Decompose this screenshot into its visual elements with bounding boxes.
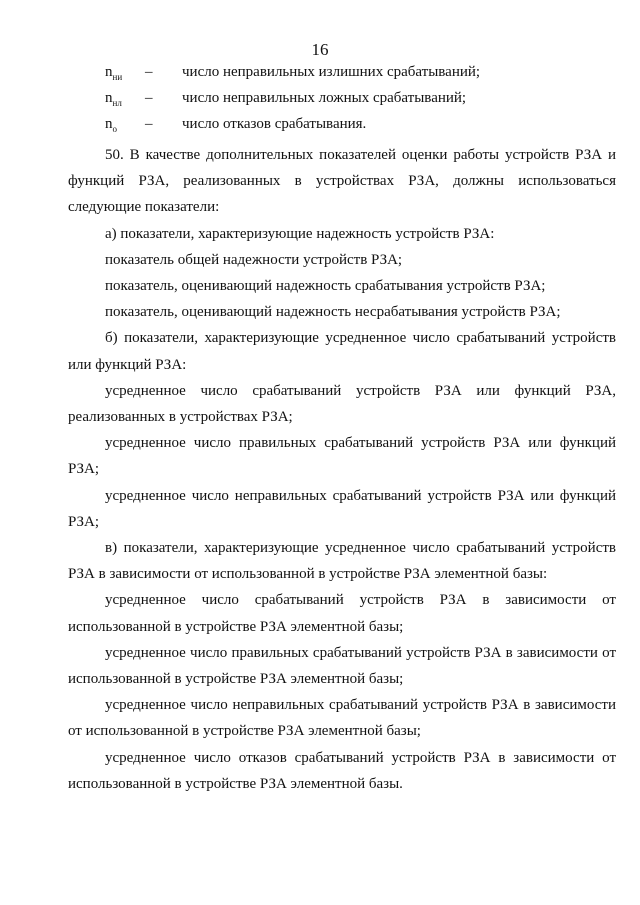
paragraph: показатель, оценивающий надежность срабатывания устройств РЗА; [105, 278, 546, 295]
definition-text: число неправильных ложных срабатываний; [182, 90, 467, 106]
paragraph-50: 50. В качестве дополнительных показателей оценки работы устройств РЗА и функций РЗА, реализованных в устройствах РЗА, должны использоваться следующие показатели: [68, 147, 616, 216]
page-number: 16 [311, 40, 329, 59]
paragraph: усредненное число неправильных срабатываний устройств РЗА в зависимости от использованной в устройстве РЗА элементной базы; [68, 697, 616, 740]
definition-row [105, 62, 625, 88]
paragraph: усредненное число неправильных срабатываний устройств РЗА или функций РЗА; [68, 487, 616, 530]
paragraph: усредненное число срабатываний устройств РЗА в зависимости от использованной в устройстве РЗА элементной базы; [68, 592, 616, 635]
definition-symbol: $n_{нл}$ [105, 90, 122, 108]
definition-symbol: $n_о$ [105, 116, 117, 134]
paragraph: усредненное число срабатываний устройств РЗА или функций РЗА, реализованных в устройствах РЗА; [68, 382, 616, 426]
paragraph: показатель, оценивающий надежность несрабатывания устройств РЗА; [105, 304, 561, 321]
definition-row [105, 88, 625, 114]
paragraph: показатель общей надежности устройств РЗА; [105, 251, 403, 268]
paragraph-item-v: в) показатели, характеризующие усредненное число срабатываний устройств РЗА в зависимости от использованной в устройстве РЗА элементной базы: [68, 540, 616, 583]
symbol-definitions [105, 62, 625, 140]
definition-symbol: $n_{ни}$ [105, 64, 123, 82]
paragraph-item-b: б) показатели, характеризующие усредненное число срабатываний устройств или функций РЗА: [68, 330, 616, 373]
definition-dash: – [145, 64, 153, 80]
document-body [68, 142, 616, 797]
definition-row [105, 114, 625, 140]
paragraph: усредненное число правильных срабатываний устройств РЗА или функций РЗА; [68, 435, 616, 478]
definition-dash: – [145, 116, 153, 132]
paragraph: усредненное число отказов срабатываний устройств РЗА в зависимости от использованной в устройстве РЗА элементной базы. [68, 749, 616, 792]
paragraph-item-a: а) показатели, характеризующие надежность устройств РЗА: [105, 225, 495, 242]
definition-dash: – [145, 90, 153, 106]
definition-text: число неправильных излишних срабатываний; [182, 64, 481, 80]
paragraph: усредненное число правильных срабатываний устройств РЗА в зависимости от использованной в устройстве РЗА элементной базы; [68, 644, 616, 688]
definition-text: число отказов срабатывания. [182, 116, 367, 132]
